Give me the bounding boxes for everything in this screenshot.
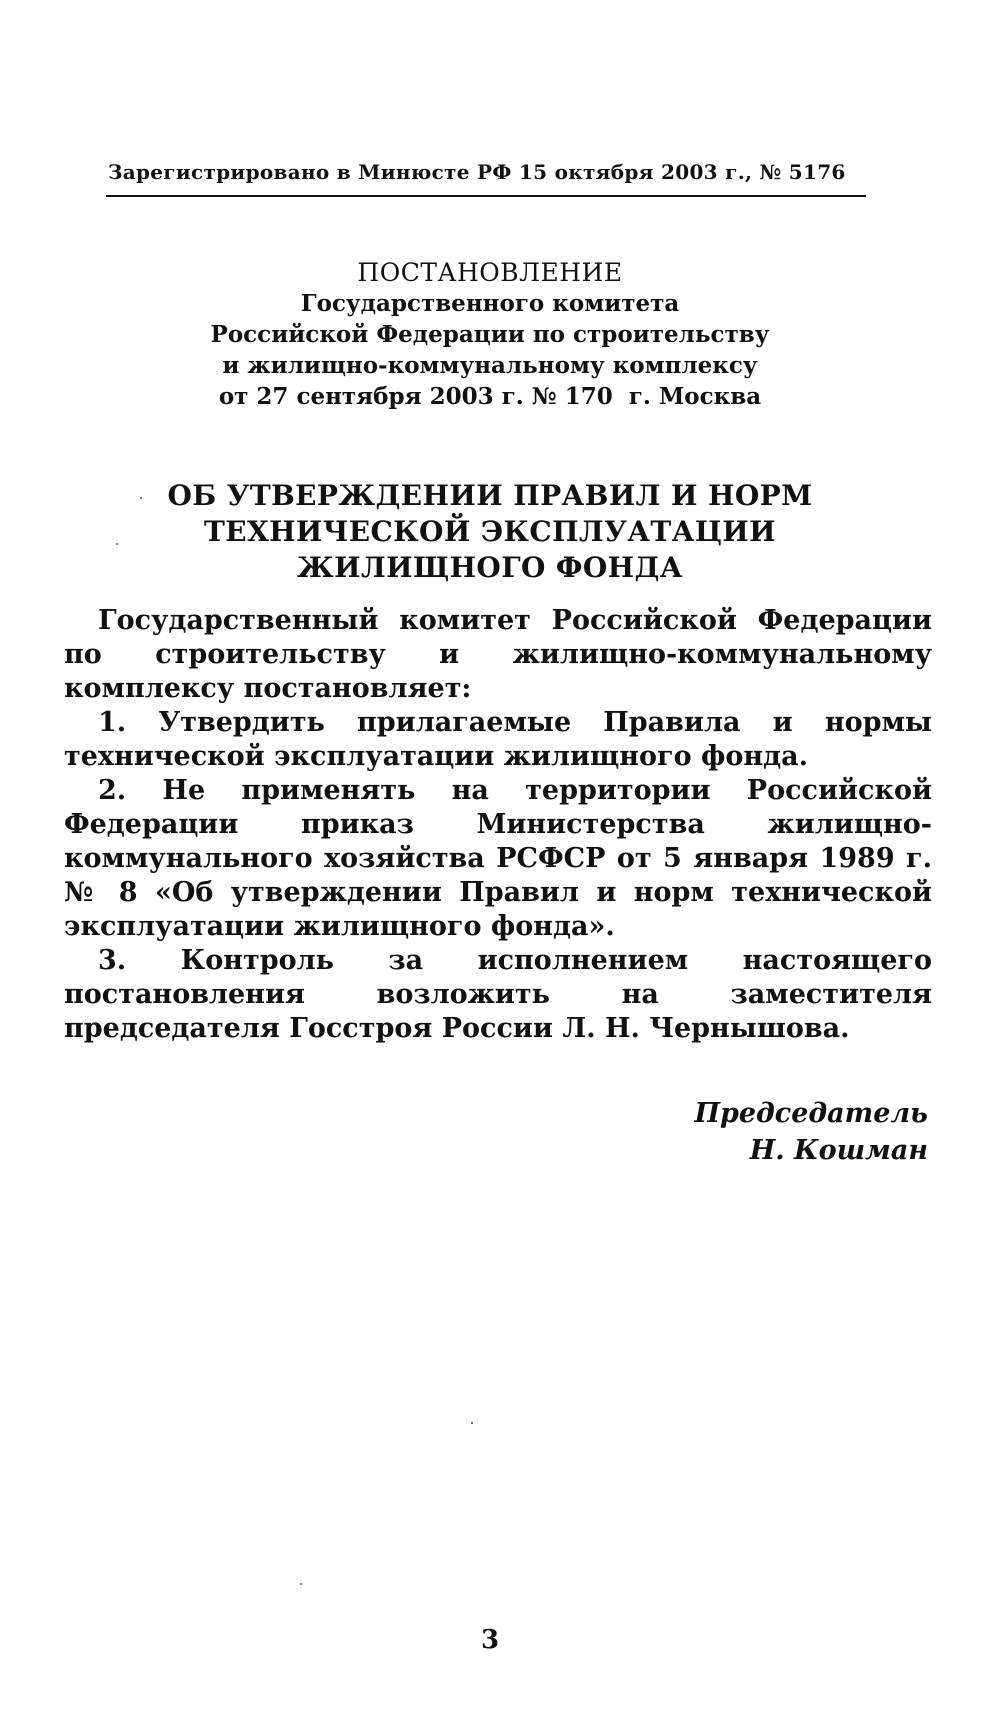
- heading-line: ЖИЛИЩНОГО ФОНДА: [296, 551, 684, 584]
- decree-item: 3. Контроль за исполнением настоящего постановления возложить на заместителя председателя Госстроя России Л. Н. Чернышова.: [64, 945, 932, 1044]
- signature-position: Председатель: [694, 1098, 928, 1129]
- decree-title: ПОСТАНОВЛЕНИЕ: [357, 258, 623, 287]
- signature-name: Н. Кошман: [749, 1135, 928, 1166]
- scan-speck: [140, 497, 142, 499]
- decree-issuer-line: Российской Федерации по строительству: [210, 321, 770, 348]
- registration-note: Зарегистрировано в Минюсте РФ 15 октября 2003 г., № 5176: [108, 160, 846, 184]
- decree-item: 1. Утвердить прилагаемые Правила и нормы технической эксплуатации жилищного фонда.: [64, 707, 932, 772]
- decree-date-line: от 27 сентября 2003 г. № 170 г. Москва: [218, 383, 762, 410]
- scan-speck: [471, 1422, 473, 1424]
- document-body: [64, 604, 932, 1046]
- heading-line: ТЕХНИЧЕСКОЙ ЭКСПЛУАТАЦИИ: [203, 515, 777, 548]
- heading-line: ОБ УТВЕРЖДЕНИИ ПРАВИЛ И НОРМ: [167, 479, 813, 512]
- scan-speck: [300, 1583, 302, 1585]
- signature-block: [528, 1095, 928, 1169]
- registration-underline: [106, 195, 866, 197]
- decree-issuer-line: Государственного комитета: [300, 290, 680, 317]
- decree-item: 2. Не применять на территории Российской Федерации приказ Министерства жилищно-коммунального хозяйства РСФСР от 5 января 1989 г. № 8 «Об утверждении Правил и норм технической эксплуатации жилищного фонда».: [64, 775, 932, 942]
- page-number: 3: [480, 1625, 500, 1655]
- preamble-paragraph: Государственный комитет Российской Федерации по строительству и жилищно-коммунальному комплексу постановляет:: [64, 605, 932, 704]
- document-heading: [100, 478, 880, 586]
- scan-speck: [116, 543, 118, 545]
- decree-issuer-line: и жилищно-коммунальному комплексу: [222, 352, 758, 379]
- decree-header: [150, 258, 830, 412]
